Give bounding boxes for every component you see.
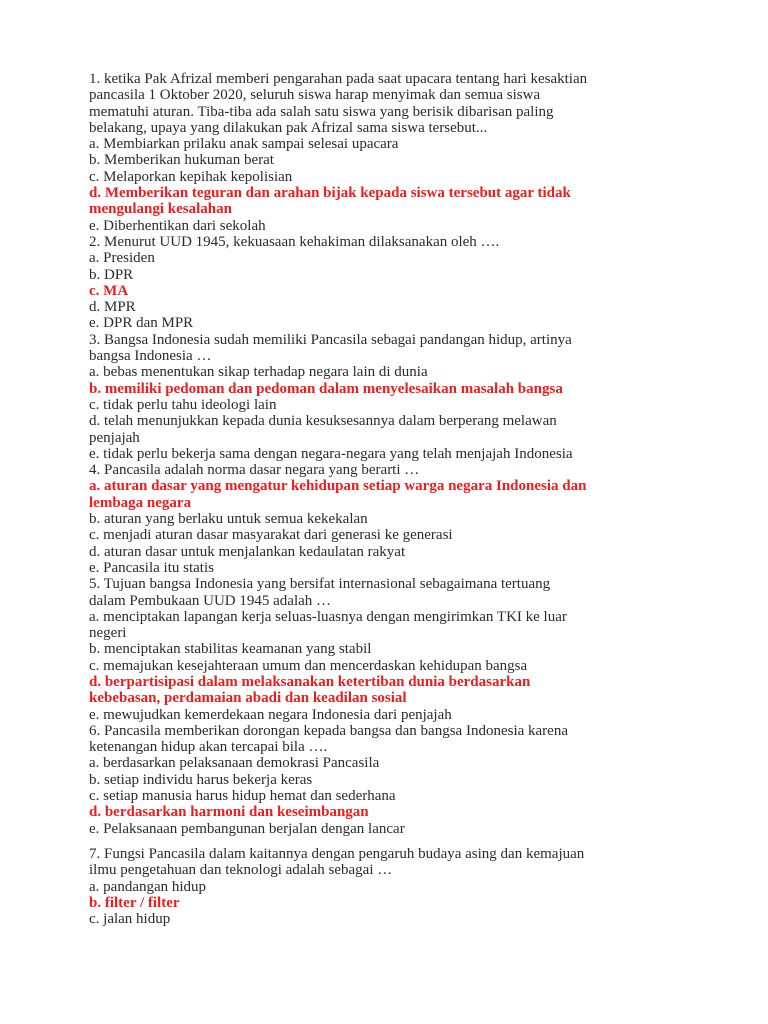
text-line: ketenangan hidup akan tercapai bila …. <box>89 739 328 756</box>
text-line: c. tidak perlu tahu ideologi lain <box>89 396 277 413</box>
text-line: ilmu pengetahuan dan teknologi adalah sebagai … <box>89 862 393 879</box>
text-line: penjajah <box>89 429 140 446</box>
text-line: d. telah menunjukkan kepada dunia kesuksesannya dalam berperang melawan <box>89 413 557 430</box>
answer-line: d. Memberikan teguran dan arahan bijak kepada siswa tersebut agar tidak <box>89 185 571 202</box>
answer-line: d. berpartisipasi dalam melaksanakan ketertiban dunia berdasarkan <box>89 673 531 690</box>
answer-line: b. filter / filter <box>89 894 180 911</box>
text-line: e. Pancasila itu statis <box>89 559 214 576</box>
text-line: b. menciptakan stabilitas keamanan yang stabil <box>89 641 372 658</box>
text-line: 5. Tujuan bangsa Indonesia yang bersifat internasional sebagaimana tertuang <box>89 576 551 593</box>
answer-line: lembaga negara <box>89 494 192 511</box>
text-line: b. Memberikan hukuman berat <box>89 152 274 169</box>
text-line: 3. Bangsa Indonesia sudah memiliki Pancasila sebagai pandangan hidup, artinya <box>89 331 572 348</box>
text-line: belakang, upaya yang dilakukan pak Afrizal sama siswa tersebut... <box>89 119 488 136</box>
text-line: e. DPR dan MPR <box>89 315 194 332</box>
text-line: a. bebas menentukan sikap terhadap negara lain di dunia <box>89 364 428 381</box>
text-line: a. menciptakan lapangan kerja seluas-luasnya dengan mengirimkan TKI ke luar <box>89 608 567 625</box>
text-line: c. memajukan kesejahteraan umum dan mencerdaskan kehidupan bangsa <box>89 657 528 674</box>
answer-line: mengulangi kesalahan <box>89 201 232 218</box>
text-line: e. tidak perlu bekerja sama dengan negara-negara yang telah menjajah Indonesia <box>89 445 573 462</box>
text-line: a. pandangan hidup <box>89 878 207 895</box>
answer-line: d. berdasarkan harmoni dan keseimbangan <box>89 804 369 821</box>
text-line: e. Diberhentikan dari sekolah <box>89 217 266 234</box>
text-line: d. aturan dasar untuk menjalankan kedaulatan rakyat <box>89 543 406 560</box>
text-line: b. aturan yang berlaku untuk semua kekekalan <box>89 511 368 528</box>
text-line: 4. Pancasila adalah norma dasar negara yang berarti … <box>89 462 420 479</box>
text-line: b. setiap individu harus bekerja keras <box>89 771 313 788</box>
quiz-document <box>89 71 689 927</box>
text-line: b. DPR <box>89 266 134 283</box>
text-line: a. berdasarkan pelaksanaan demokrasi Pancasila <box>89 755 380 772</box>
text-line: mematuhi aturan. Tiba-tiba ada salah satu siswa yang berisik dibarisan paling <box>89 103 554 120</box>
answer-line: b. memiliki pedoman dan pedoman dalam menyelesaikan masalah bangsa <box>89 380 563 397</box>
text-line: d. MPR <box>89 299 136 316</box>
answer-line: a. aturan dasar yang mengatur kehidupan setiap warga negara Indonesia dan <box>89 478 587 495</box>
text-line: 1. ketika Pak Afrizal memberi pengarahan pada saat upacara tentang hari kesaktian <box>89 71 588 87</box>
text-line: bangsa Indonesia … <box>89 348 212 365</box>
text-line: dalam Pembukaan UUD 1945 adalah … <box>89 592 332 609</box>
text-line: 2. Menurut UUD 1945, kekuasaan kehakiman dilaksanakan oleh …. <box>89 233 500 250</box>
blank-line <box>89 837 689 846</box>
text-line: 7. Fungsi Pancasila dalam kaitannya dengan pengaruh budaya asing dan kemajuan <box>89 845 585 862</box>
text-line: e. Pelaksanaan pembangunan berjalan dengan lancar <box>89 820 405 837</box>
answer-line: kebebasan, perdamaian abadi dan keadilan sosial <box>89 690 407 707</box>
text-line: c. menjadi aturan dasar masyarakat dari generasi ke generasi <box>89 527 453 544</box>
text-line: pancasila 1 Oktober 2020, seluruh siswa harap menyimak dan semua siswa <box>89 87 541 104</box>
text-line: c. Melaporkan kepihak kepolisian <box>89 168 293 185</box>
text-line: c. jalan hidup <box>89 911 171 928</box>
answer-line: c. MA <box>89 282 129 299</box>
text-line: a. Membiarkan prilaku anak sampai selesai upacara <box>89 136 399 153</box>
text-line: negeri <box>89 625 127 642</box>
text-line: a. Presiden <box>89 250 155 267</box>
text-line: e. mewujudkan kemerdekaan negara Indonesia dari penjajah <box>89 706 452 723</box>
text-line: 6. Pancasila memberikan dorongan kepada bangsa dan bangsa Indonesia karena <box>89 722 568 739</box>
text-line: c. setiap manusia harus hidup hemat dan sederhana <box>89 788 396 805</box>
